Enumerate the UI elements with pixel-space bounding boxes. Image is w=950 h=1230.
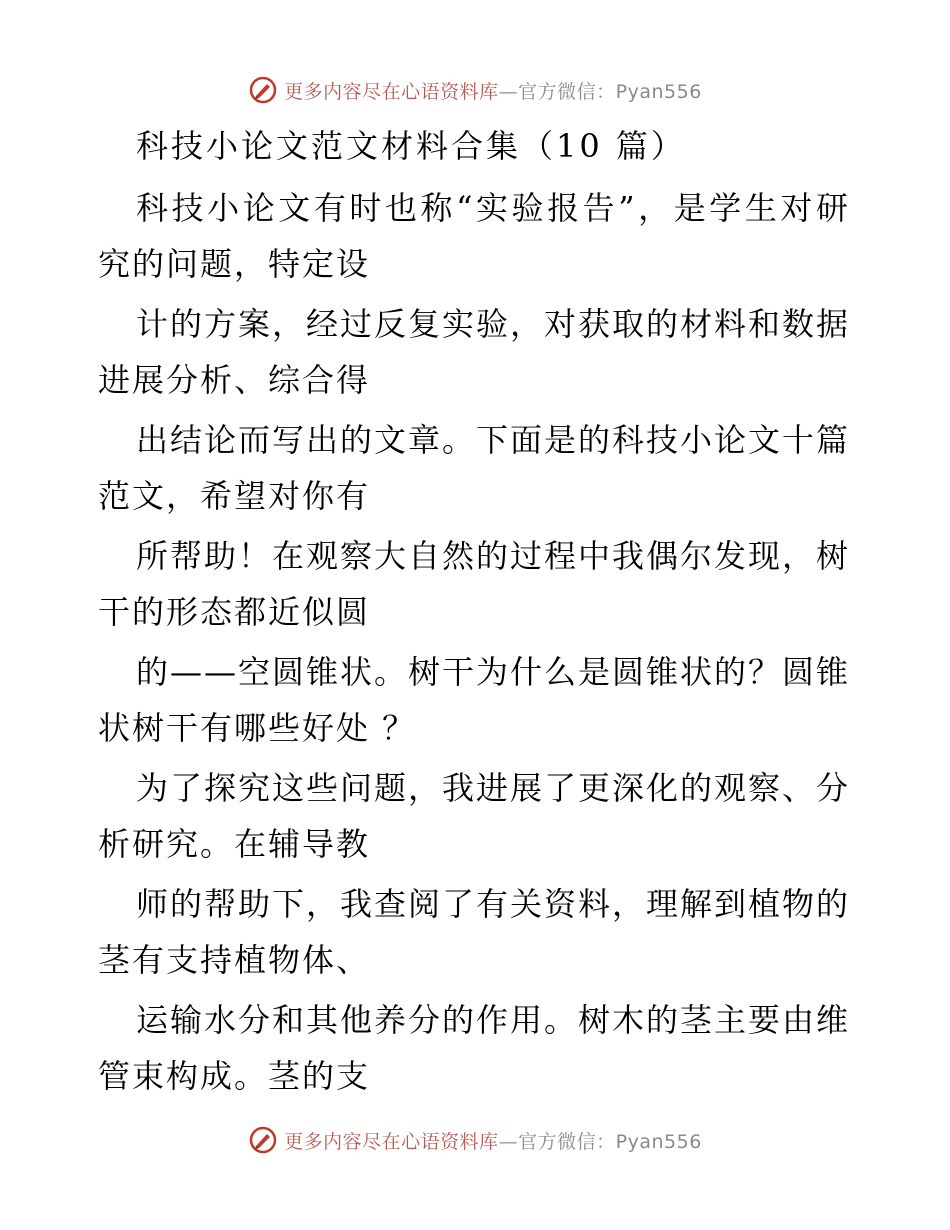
header-banner-main: 更多内容尽在心语资料库 [284,80,499,103]
document-title: 科技小论文范文材料合集（10 篇） [136,127,686,165]
pen-logo-icon [248,1125,278,1155]
header-banner-text [284,77,702,104]
paragraph-line: 科技小论文有时也称“实验报告”，是学生对研 [136,189,850,227]
header-banner-wechat: 官方微信：Pyan556 [518,80,702,103]
paragraph-line: 的——空圆锥状。树干为什么是圆锥状的？圆锥 [136,653,851,691]
paragraph-line: 出结论而写出的文章。下面是的科技小论文十篇 [136,421,851,459]
header-banner-sep: — [498,80,519,103]
footer-banner-main: 更多内容尽在心语资料库 [284,1130,499,1153]
footer-banner-wechat: 官方微信：Pyan556 [518,1130,702,1153]
paragraph-line: 究的问题，特定设 [98,245,371,283]
paragraph-line: 师的帮助下，我查阅了有关资料，理解到植物的 [136,885,851,923]
paragraph-line: 状树干有哪些好处 ？ [98,709,417,747]
pen-logo-icon [248,75,278,105]
paragraph-line: 范文，希望对你有 [98,477,371,515]
paragraph-line: 干的形态都近似圆 [98,593,371,631]
paragraph-line: 管束构成。茎的支 [98,1057,371,1095]
paragraph-line: 计的方案，经过反复实验，对获取的材料和数据 [136,305,851,343]
paragraph-line: 进展分析、综合得 [98,361,371,399]
paragraph-line: 运输水分和其他养分的作用。树木的茎主要由维 [136,1001,851,1039]
paragraph-line: 茎有支持植物体、 [98,941,371,979]
paragraph-line: 析研究。在辅导教 [98,825,371,863]
paragraph-line: 为了探究这些问题，我进展了更深化的观察、分 [136,769,851,807]
paragraph-line: 所帮助！在观察大自然的过程中我偶尔发现，树 [136,537,851,575]
footer-banner-sep: — [498,1130,519,1153]
footer-banner-text [284,1127,702,1154]
header-banner [0,70,950,110]
footer-banner [0,1120,950,1160]
